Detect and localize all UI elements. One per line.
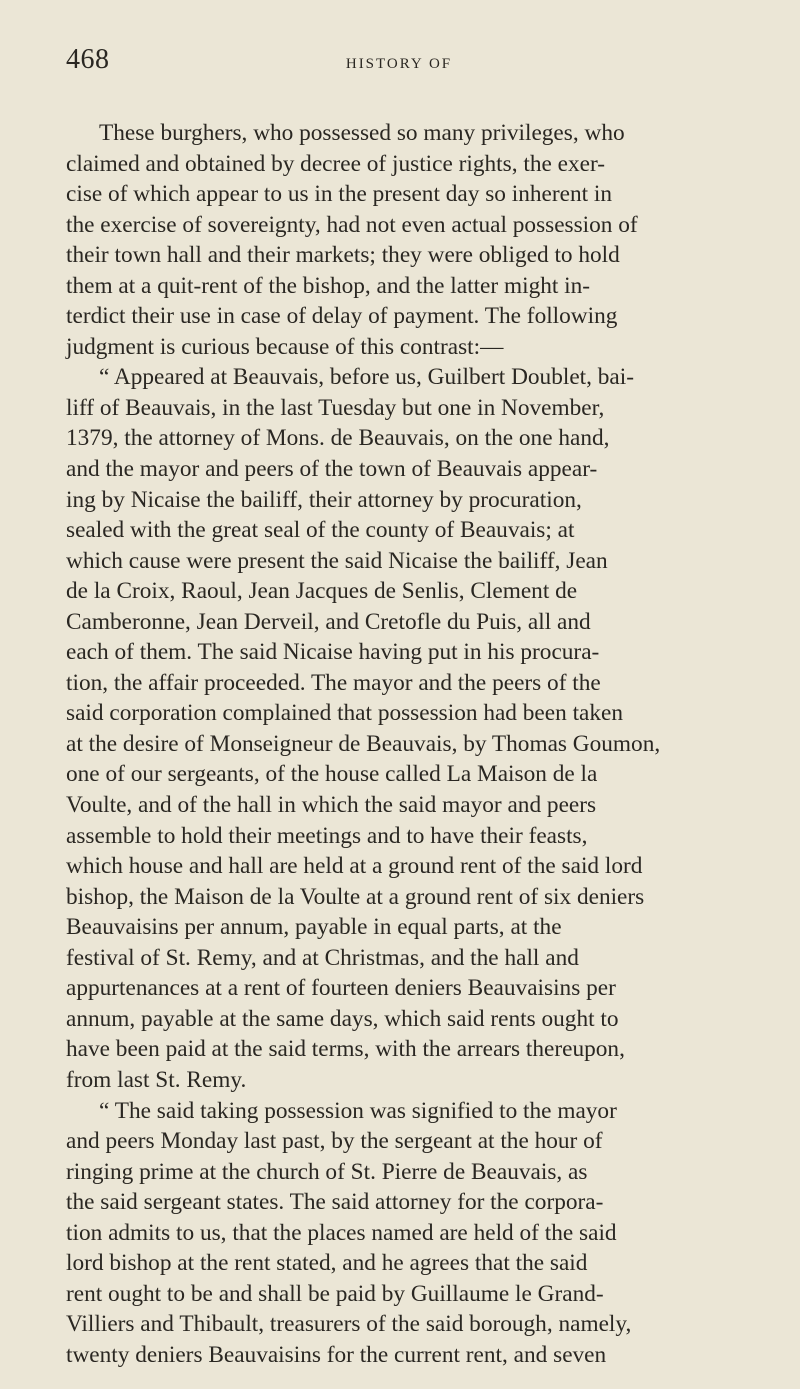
text-line: from last St. Remy. <box>66 1066 247 1093</box>
text-line: and the mayor and peers of the town of Beauvais appear- <box>66 456 598 483</box>
text-line: lord bishop at the rent stated, and he agrees that the said <box>66 1250 588 1277</box>
text-line: festival of St. Remy, and at Christmas, and the hall and <box>66 944 579 971</box>
page-header <box>66 44 732 88</box>
text-line: which cause were present the said Nicaise the bailiff, Jean <box>66 547 608 574</box>
text-line: and peers Monday last past, by the sergeant at the hour of <box>66 1128 603 1155</box>
text-line: Beauvaisins per annum, payable in equal parts, at the <box>66 914 562 941</box>
text-line: at the desire of Monseigneur de Beauvais, by Thomas Goumon, <box>66 730 661 757</box>
running-head: HISTORY OF <box>345 56 453 72</box>
text-line: have been paid at the said terms, with the arrears thereupon, <box>66 1036 625 1063</box>
text-line: These burghers, who possessed so many privileges, who <box>99 120 625 146</box>
text-line: terdict their use in case of delay of payment. The following <box>66 303 618 330</box>
text-line: Villiers and Thibault, treasurers of the said borough, namely, <box>66 1311 632 1338</box>
text-line: the said sergeant states. The said attorney for the corpora- <box>66 1189 604 1216</box>
text-line: rent ought to be and shall be paid by Guillaume le Grand- <box>66 1280 604 1307</box>
text-line: each of them. The said Nicaise having put in his procura- <box>66 639 600 666</box>
text-line: “ Appeared at Beauvais, before us, Guilbert Doublet, bai- <box>99 364 634 391</box>
text-line: the exercise of sovereignty, had not even actual possession of <box>66 211 638 238</box>
text-line: tion admits to us, that the places named are held of the said <box>66 1219 617 1246</box>
body-text <box>66 118 724 1370</box>
text-line: assemble to hold their meetings and to have their feasts, <box>66 822 588 849</box>
text-line: appurtenances at a rent of fourteen deniers Beauvaisins per <box>66 975 616 1002</box>
text-line: one of our sergeants, of the house called La Maison de la <box>66 761 598 788</box>
text-line: which house and hall are held at a ground rent of the said lord <box>66 853 643 880</box>
text-line: 1379, the attorney of Mons. de Beauvais, on the one hand, <box>66 425 610 452</box>
text-line: judgment is curious because of this contrast:— <box>66 333 504 360</box>
text-line: said corporation complained that possession had been taken <box>66 700 624 727</box>
text-line: their town hall and their markets; they were obliged to hold <box>66 242 620 269</box>
text-line: them at a quit-rent of the bishop, and the latter might in- <box>66 272 591 299</box>
text-line: “ The said taking possession was signified to the mayor <box>99 1097 617 1124</box>
text-line: liff of Beauvais, in the last Tuesday but one in November, <box>66 394 605 421</box>
text-line: twenty deniers Beauvaisins for the current rent, and seven <box>66 1341 607 1368</box>
text-line: Voulte, and of the hall in which the said mayor and peers <box>66 792 597 819</box>
text-line: ing by Nicaise the bailiff, their attorney by procuration, <box>66 486 582 513</box>
text-line: sealed with the great seal of the county of Beauvais; at <box>66 517 575 544</box>
text-line: tion, the affair proceeded. The mayor and the peers of the <box>66 669 601 696</box>
text-line: Camberonne, Jean Derveil, and Cretofle du Puis, all and <box>66 608 591 635</box>
text-line: annum, payable at the same days, which said rents ought to <box>66 1005 619 1032</box>
text-line: claimed and obtained by decree of justice rights, the exer- <box>66 150 606 177</box>
text-line: cise of which appear to us in the present day so inherent in <box>66 181 613 208</box>
page-number: 468 <box>66 44 110 75</box>
text-line: bishop, the Maison de la Voulte at a ground rent of six deniers <box>66 883 645 910</box>
text-line: ringing prime at the church of St. Pierre de Beauvais, as <box>66 1158 588 1185</box>
text-line: de la Croix, Raoul, Jean Jacques de Senlis, Clement de <box>66 578 578 605</box>
